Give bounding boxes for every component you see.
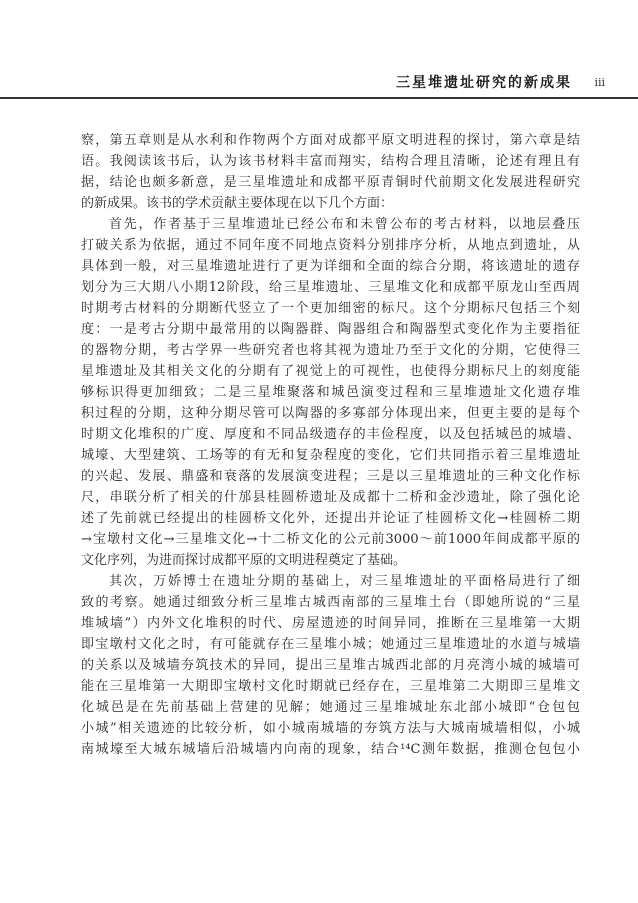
text-line: 化城邑是在先前基础上营建的见解；她通过三星堆城址东北部小城即“仓包包 (81, 700, 580, 715)
text-line: 的兴起、发展、鼎盛和衰落的发展演变进程；三是以三星堆遗址的三种文化作标 (81, 469, 580, 484)
text-line: 文化序列，为进而探讨成都平原的文明进程奠定了基础。 (81, 553, 407, 568)
text-line: 能在三星堆第一大期即宝墩村文化时期就已经存在，三星堆第二大期即三星堆文 (81, 679, 580, 694)
text-line: 语。我阅读该书后，认为该书材料丰富而翔实，结构合理且清晰，论述有理且有 (81, 154, 580, 169)
text-line: 堆城墙”）内外文化堆积的时代、房屋遗迹的时间异同，推断在三星堆第一大期 (81, 616, 580, 631)
text-line: 尺，串联分析了相关的什邡县桂圆桥遗址及成都十二桥和金沙遗址，除了强化论 (81, 490, 580, 505)
running-title: 三星堆遗址研究的新成果 (396, 75, 572, 91)
text-line: 具体到一般，对三星堆遗址进行了更为详细和全面的综合分期，将该遗址的遗存 (81, 259, 580, 274)
text-line: 的关系以及城墙夯筑技术的异同，提出三星堆古城西北部的月亮湾小城的城墙可 (81, 658, 580, 673)
running-header (0, 66, 638, 102)
text-line: 首先，作者基于三星堆遗址已经公布和未曾公布的考古材料，以地层叠压 (109, 217, 580, 232)
text-line: 度：一是考古分期中最常用的以陶器群、陶器组合和陶器型式变化作为主要指征 (81, 322, 580, 337)
text-line: 察，第五章则是从水利和作物两个方面对成都平原文明进程的探讨，第六章是结 (81, 133, 580, 148)
text-line: 城壕、大型建筑、工场等的有无和复杂程度的变化，它们共同指示着三星堆遗址 (81, 448, 580, 463)
text-line: 打破关系为依据，通过不同年度不同地点资料分别排序分析，从地点到遗址，从 (81, 238, 580, 253)
header-rule (0, 97, 638, 99)
text-line: 时期考古材料的分期断代竖立了一个更加细密的标尺。这个分期标尺包括三个刻 (81, 301, 580, 316)
text-line: 的器物分期，考古学界一些研究者也将其视为遗址乃至于文化的分期，它使得三 (81, 343, 580, 358)
text-line: 时期文化堆积的广度、厚度和不同品级遗存的丰俭程度，以及包括城邑的城墙、 (81, 427, 580, 442)
text-line: 的新成果。该书的学术贡献主要体现在以下几个方面： (81, 196, 394, 211)
text-line: 即宝墩村文化之时，有可能就存在三星堆小城；她通过三星堆遗址的水道与城墙 (81, 637, 580, 652)
text-line: 小城”相关遗迹的比较分析，如小城南城墙的夯筑方法与大城南城墙相似，小城 (81, 721, 580, 736)
text-line: →宝墩村文化→三星堆文化→十二桥文化的公元前3000～前1000年间成都平原的 (81, 532, 580, 547)
text-line: 致的考察。她通过细致分析三星堆古城西南部的三星堆土台（即她所说的“三星 (81, 595, 580, 610)
text-line: 据，结论也颇多新意，是三星堆遗址和成都平原青铜时代前期文化发展进程研究 (81, 175, 580, 190)
body-text (81, 130, 580, 760)
text-line: 积过程的分期，这种分期尽管可以陶器的多寡部分体现出来，但更主要的是每个 (81, 406, 580, 421)
page-number: iii (594, 76, 605, 89)
text-line: 南城壕至大城东城墙后沿城墙内向南的现象，结合¹⁴C测年数据，推测仓包包小 (81, 742, 580, 757)
text-line: 其次，万娇博士在遗址分期的基础上，对三星堆遗址的平面格局进行了细 (109, 574, 580, 589)
text-line: 划分为三大期八小期12阶段，给三星堆遗址、三星堆文化和成都平原龙山至西周 (81, 280, 580, 295)
text-line: 星堆遗址及其相关文化的分期有了视觉上的可视性，也使得分期标尺上的刻度能 (81, 364, 580, 379)
text-line: 述了先前就已经提出的桂圆桥文化外，还提出并论证了桂圆桥文化→桂圆桥二期 (81, 511, 580, 526)
text-line: 够标识得更加细致；二是三星堆聚落和城邑演变过程和三星堆遗址文化遗存堆 (81, 385, 580, 400)
